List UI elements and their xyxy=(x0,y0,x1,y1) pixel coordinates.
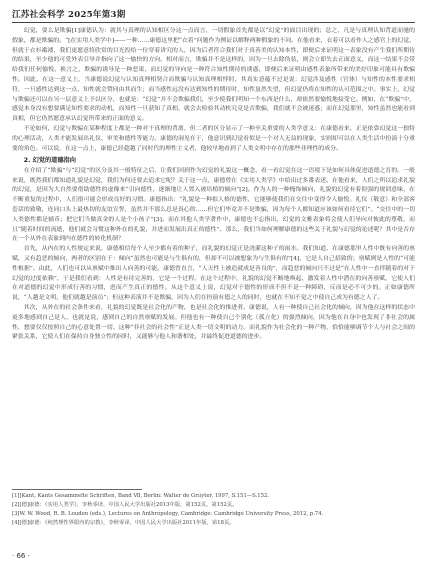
footnote: [4][德]康德：《纯然理性界限内的宗教》，李秋零译，中国人民大学出版社2011年版，第18页。 xyxy=(12,520,235,526)
footnote: [3]W. W. Wood, R. B. Louden (eds.), Lectures on Anthropology, Cambridge: Cambridge University Press, 2012, p.74. xyxy=(12,511,324,517)
footnotes xyxy=(12,492,415,528)
body-paragraph: 其次，从外在的社会条件来看，礼貌的幻觉既是社会化的产物，也是社会化的推进者。康德说，人有一种使自己社会化的倾向，因为他在这样的状态中更多地感到自己是人，也就是说，感到自己的自然禀赋的发展。但他也有一种使自己个别化（孤立化）的强烈倾向，因为他在自身中也发现了非社会的属性，想要仅仅按照自己的心意处置一切。这种“非社会的社会性”正是人类一切文明的动力。而礼貌作为社会化的一种产物，恰恰能够调节个人与社会之间的紧张关系，它使人们在保持自身独立性的同时，又能够与他人和谐相处，并最终促进道德的进步。 xyxy=(12,305,415,341)
footnote-rule xyxy=(12,489,142,490)
section-heading: 2. 幻觉的道德指向 xyxy=(23,156,76,164)
article-body xyxy=(12,27,415,343)
journal-header: 江苏社会科学 2025年第3期 xyxy=(12,10,126,20)
body-paragraph: 不论如何，幻觉与欺骗在某种程度上都是一种对于真理的背离，但二者的区分显示了一种至关重要的人类学意义：在康德看来，正是依靠幻觉这一独特的心理活动，人类才能发展出礼仪、审美和德性等能力。康德的洞见在于，他意识到幻觉看似是一个对人无益的现象，实则却可以在人类生活中扮演十分重要的角色。可以说，在这一点上，康德已经超越了同时代的理性主义者，他较早地看到了人类文明中存在的那些非理性的成分。 xyxy=(12,125,415,152)
header-rule xyxy=(12,22,415,23)
footnote: [1][Kant, Kants Gesammelte Schriften, Band Ⅶ, Berlin: Walter de Gruyter, 1997, S.151—S.152. xyxy=(12,493,270,499)
footnote: [2][德]康德：《实用人类学》，李秋零译，中国人民大学出版社2013年版，第152页，第152页。 xyxy=(12,502,238,508)
body-paragraph: 幻觉，要么是欺骗[1]康德认为：就其与真理的认知相区分这一点而言，一切假象首先都是以“幻觉”的面目出现的；总之，凡是与真理认知背道而驰的假象，都是欺骗的。“[在实用人类学中]——一种……康德这里把“衣着”问题作为例证以解释两种假象的不同。在他看来，衣着可以看作人之感官上的幻觉，但就于衣衫褴褛，我们更愿意将欣赏的目光投给一位穿着讲究的人，因为后者符合我们对于真善美的认知本性，即便后来证明这一表象没有产生我们所期待的结果，至少他的可爱外表引导并指向了这一愉快的方向。相对而言，欺骗并不是这样的，因为一旦去除伪装，则会立即失去正面意义，而这一结果不会带给我们任何愉悦。换言之，欺骗的诱导是一种恶果，而幻觉的导向是一种符合知性期待的诱惑，即便后来证明由感性表象所带来的美好印象可能具有欺骗性。因此，在这一意义上，当康德说幻觉与认知真理相契合而欺骗与认知真理相悖时，其真实意蕴不过是说：幻觉涉及感性（官体）与知性的本性要求相符，一旦感性达到这一点，知性就会赞同由其而生；而当感性远没有达到知性的期待时，知性虽然失望，但幻觉仍将在知性的认可范围之中。事实上，幻觉与欺骗还可以在另一层意义上予以区分，也就是：“幻觉”并不会欺骗我们，至少使我们明知一个东西是什么，却依然要愉悦地接受它。例如，在“欺骗”中，感觉本身没有想要满足知性要求的动机，而知性一旦获知了真相，就会去检验其动机究竟是否欺骗，我们就不会被迷惑；而在幻觉那里，知性虽然也能看到真相，但它仍然愿意承认幻觉所带来的正面的意义。 xyxy=(12,28,415,123)
page-number: · 66 · xyxy=(12,552,30,560)
body-paragraph: 首先，从内在的人性规定来说，康德相信每个人至少都有着的种子，而礼貌的幻觉正是浇灌这种子的雨水。我们知道，在康德那里人性中既有向善的禀赋，又有趋恶的倾向，两者的区别在于：倾向“虽然也可能是与生俱有的，但却不可以被想象为与生俱有的”[4]，它是人自己招致的；禀赋则是人性的“可能性根据”。由此，人们也可以从禀赋中推出人向善的可能。康德曾直言，“人天性上被造就成是善良的”，而趋恶的倾向只不过是“在人性中一直伴随着的对于幻觉的过度依赖”，于是我们看到：人性是有待完善的，它是一个过程。在这个过程中，礼貌的幻觉不断地唤起、激发着人性中潜在的向善禀赋，它使人们在对道德的幻觉中形成行善的习惯，进而产生真正的德性。从这个意义上说，幻觉对于德性的形成不但不是一种障碍，反而是必不可少的。正如康德所说，“人越是文明，他们就越是演员”；但这种表演并不是欺骗，因为人们在扮演有德之人的同时，也就在不知不觉之中使自己成为有德之人了。 xyxy=(12,246,415,302)
body-paragraph: 在介绍了“欺骗”与“幻觉”的区分及其一般特征之后，让我们回到作为幻觉的礼貌这一概念，看一看幻觉在这一语境下是如何具体促进道德之育的。一般来说，既然我们都知道礼貌是幻觉，我们为何还要去追求它呢？关于这一点，康德曾在《实用人类学》中给出过多番表述。在他看来，人们之所以追求礼貌的幻觉，是因为大自然要借助德性的虚像来“引向德性，逐渐地让人置入被培植的倾向”[2]。作为人的一种掩饰倾向，礼貌的幻觉有着很强的规训意味，在不断重复的过程中，人们很可能会形成良好的习惯。康德指出：“礼貌是一种拟人格的德性，它能够使我们在交往中变得令人愉悦。礼仪（敬意）和全部客套话的致敬，连同口头上最热切的友谊宣誓，虽然并不那么总是真心的……但它们毕竟并不是欺骗，因为每个人都知道应该如何看待它们”。“交往中的一切人类德性都是辅币；把它们当做真金的人是个小孩子”[3]。而在其他人类学著作中，康德也不忘指出，幻觉的文雅表象将会使人们导向对彼此的尊敬，而且“随着时间的流逝，他们就会习惯这种外在的礼貌，并进而发展出真正的德性”。那么，我们当如何理解康德的这些关于礼貌与幻觉的论述呢？其中是否存在一个从外在表象到内在德性的转化机制？ xyxy=(12,167,415,243)
